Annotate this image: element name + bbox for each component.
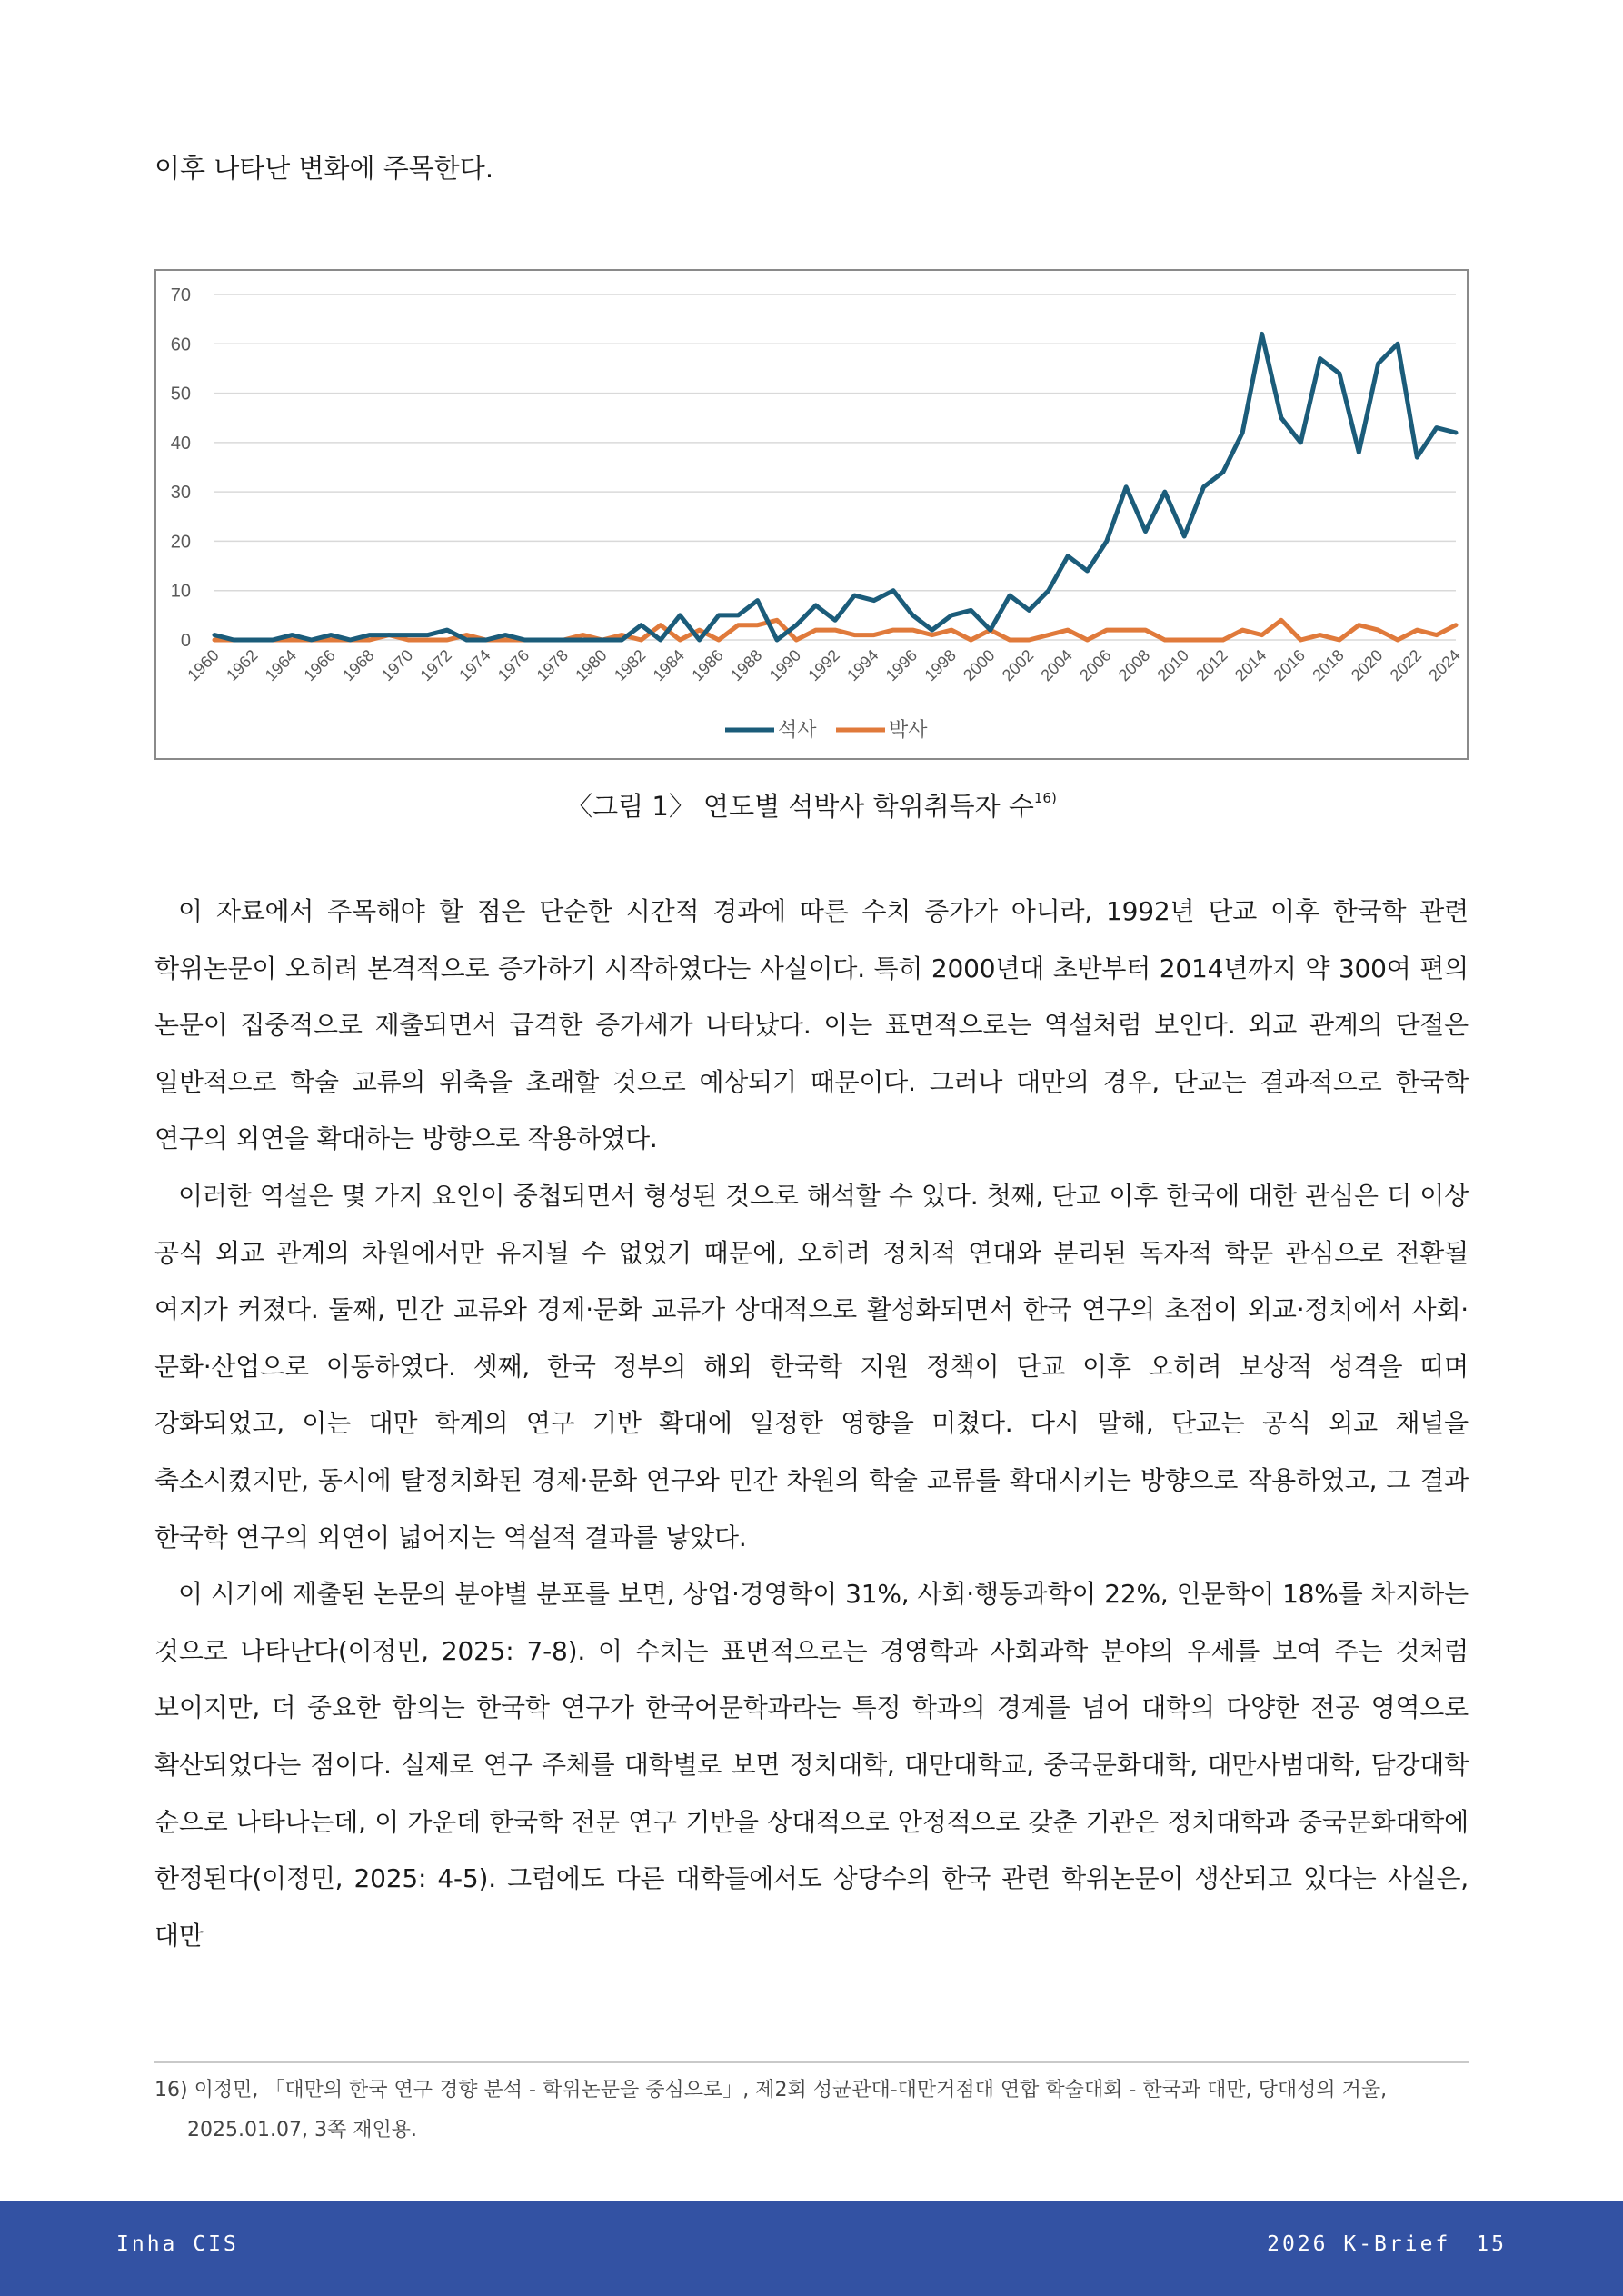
x-tick-label: 1968 [339,645,378,685]
x-tick-label: 1984 [649,645,689,685]
paragraph: 이 자료에서 주목해야 할 점은 단순한 시간적 경과에 따른 수치 증가가 아니라, 1992년 단교 이후 한국학 관련 학위논문이 오히려 본격적으로 증가하기 시작하였다는 사실이다. 특히 2000년대 초반부터 2014년까지 약 300여 편의 논문이 집중적으로 제출되면서 급격한 증가세가 나타났다. 이는 표면적으로는 역설처럼 보인다. 외교 관계의 단절은 일반적으로 학술 교류의 위축을 초래할 것으로 예상되기 때문이다. 그러나 대만의 경우, 단교는 결과적으로 한국학 연구의 외연을 확대하는 방향으로 작용하였다. [154,896,1469,1154]
legend-label: 박사 [889,718,928,741]
y-tick-label: 70 [170,285,191,305]
y-tick-label: 30 [170,483,191,504]
x-tick-label: 2014 [1230,645,1270,685]
x-tick-label: 1962 [223,645,262,685]
x-tick-label: 1982 [610,645,650,685]
footnote-divider [154,2061,1469,2063]
x-tick-label: 1996 [881,645,921,685]
x-tick-label: 1972 [416,645,455,685]
footer-org: Inha CIS [116,2232,239,2256]
y-tick-label: 20 [170,532,191,553]
x-tick-label: 1988 [726,645,766,685]
x-tick-label: 1986 [688,645,727,685]
x-tick-label: 1966 [300,645,339,685]
x-tick-label: 1970 [377,645,417,685]
x-tick-label: 1998 [921,645,960,685]
legend-label: 석사 [778,718,817,741]
x-tick-label: 2016 [1270,645,1309,685]
x-tick-label: 2018 [1309,645,1348,685]
footer-publication: 2026 K-Brief [1267,2232,1451,2256]
line-chart [154,269,1469,760]
x-tick-label: 2024 [1425,645,1464,685]
caption-text: 〈그림 1〉 연도별 석박사 학위취득자 수 [566,791,1034,822]
footnote: 16) 이정민, 「대만의 한국 연구 경향 분석 - 학위논문을 중심으로」, 제2회 성균관대-대만거점대 연합 학술대회 - 한국과 대만, 당대성의 거울, 2025.01.07, 3쪽 재인용. [154,2079,1388,2141]
x-tick-label: 1994 [843,645,882,685]
x-tick-label: 1980 [572,645,611,685]
y-tick-label: 40 [170,433,191,454]
x-tick-label: 1964 [261,645,301,685]
footnote-ref: 16) [1033,790,1057,806]
y-tick-label: 60 [170,334,191,355]
x-tick-label: 2006 [1076,645,1115,685]
series-line [214,334,1456,640]
x-tick-label: 1992 [804,645,843,685]
chart-canvas [156,271,1467,758]
y-tick-label: 10 [170,581,191,602]
body-text [154,883,1469,1964]
intro-line: 이후 나타난 변화에 주목한다. [154,153,494,184]
footer-right [1267,2232,1507,2256]
x-tick-label: 2000 [960,645,999,685]
x-tick-label: 1978 [533,645,573,685]
x-tick-label: 1990 [765,645,805,685]
x-tick-label: 2008 [1114,645,1154,685]
x-tick-label: 1974 [455,645,494,685]
x-tick-label: 1960 [184,645,223,685]
x-tick-label: 2020 [1347,645,1387,685]
y-tick-label: 50 [170,384,191,404]
x-tick-label: 1976 [493,645,533,685]
x-tick-label: 2002 [998,645,1038,685]
x-tick-label: 2012 [1192,645,1231,685]
x-tick-label: 2004 [1037,645,1076,685]
figure-caption [154,778,1469,826]
paragraph: 이러한 역설은 몇 가지 요인이 중첩되면서 형성된 것으로 해석할 수 있다. 첫째, 단교 이후 한국에 대한 관심은 더 이상 공식 외교 관계의 차원에서만 유지될 수 없었기 때문에, 오히려 정치적 연대와 분리된 독자적 학문 관심으로 전환될 여지가 커졌다. 둘째, 민간 교류와 경제·문화 교류가 상대적으로 활성화되면서 한국 연구의 초점이 외교·정치에서 사회·문화·산업으로 이동하였다. 셋째, 한국 정부의 해외 한국학 지원 정책이 단교 이후 오히려 보상적 성격을 띠며 강화되었고, 이는 대만 학계의 연구 기반 확대에 일정한 영향을 미쳤다. 다시 말해, 단교는 공식 외교 채널을 축소시켰지만, 동시에 탈정치화된 경제·문화 연구와 민간 차원의 학술 교류를 확대시키는 방향으로 작용하였고, 그 결과 한국학 연구의 외연이 넓어지는 역설적 결과를 낳았다. [154,1180,1469,1552]
x-tick-label: 2022 [1386,645,1426,685]
y-tick-label: 0 [180,631,191,651]
page-number: 15 [1476,2232,1507,2256]
x-tick-label: 2010 [1153,645,1193,685]
paragraph: 이 시기에 제출된 논문의 분야별 분포를 보면, 상업·경영학이 31%, 사회·행동과학이 22%, 인문학이 18%를 차지하는 것으로 나타난다(이정민, 2025: 7-8). 이 수치는 표면적으로는 경영학과 사회과학 분야의 우세를 보여 주는 것처럼 보이지만, 더 중요한 함의는 한국학 연구가 한국어문학과라는 특정 학과의 경계를 넘어 대학의 다양한 전공 영역으로 확산되었다는 점이다. 실제로 연구 주체를 대학별로 보면 정치대학, 대만대학교, 중국문화대학, 대만사범대학, 담강대학 순으로 나타나는데, 이 가운데 한국학 전문 연구 기반을 상대적으로 안정적으로 갖춘 기관은 정치대학과 중국문화대학에 한정된다(이정민, 2025: 4-5). 그럼에도 다른 대학들에서도 상당수의 한국 관련 학위논문이 생산되고 있다는 사실은, 대만 [154,1579,1469,1951]
